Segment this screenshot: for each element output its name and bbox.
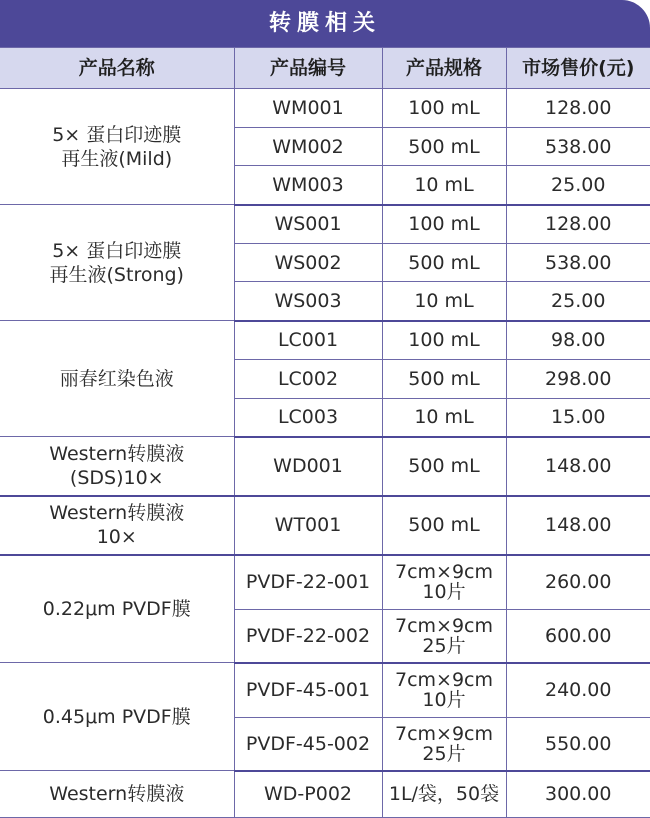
table-row [0, 663, 650, 718]
product-code-cell: WS002 [234, 243, 382, 282]
product-spec-cell [382, 555, 506, 610]
table-row [0, 89, 650, 128]
product-code-cell: PVDF-22-002 [234, 610, 382, 663]
product-spec-cell: 100 mL [382, 321, 506, 360]
product-spec-cell: 100 mL [382, 89, 506, 128]
price-cell: 538.00 [506, 127, 650, 166]
product-spec-cell: 10 mL [382, 166, 506, 205]
product-name-cell [0, 89, 234, 205]
product-name-line: 0.45μm PVDF膜 [42, 705, 191, 728]
product-name-line: 丽春红染色液 [59, 367, 174, 390]
product-code-cell: LC002 [234, 359, 382, 398]
price-cell: 260.00 [506, 555, 650, 610]
product-spec-cell [382, 718, 506, 771]
product-spec-cell: 500 mL [382, 437, 506, 496]
product-name-cell [0, 321, 234, 437]
product-spec-cell: 100 mL [382, 205, 506, 244]
product-spec-cell: 500 mL [382, 127, 506, 166]
spec-line: 7cm×9cm [394, 722, 493, 745]
price-cell: 148.00 [506, 496, 650, 555]
product-code-cell: WT001 [234, 496, 382, 555]
product-name-line: Western转膜液 [49, 783, 185, 806]
header-market-price: 市场售价(元) [506, 48, 650, 89]
price-cell: 128.00 [506, 205, 650, 244]
table-row [0, 496, 650, 555]
price-cell: 550.00 [506, 718, 650, 771]
product-spec-cell [382, 663, 506, 718]
product-spec-cell: 500 mL [382, 359, 506, 398]
price-cell: 538.00 [506, 243, 650, 282]
table-row [0, 771, 650, 818]
product-code-cell: WM003 [234, 166, 382, 205]
product-name-line: Western转膜液 [49, 502, 185, 525]
product-spec-cell: 10 mL [382, 398, 506, 437]
table-row [0, 205, 650, 244]
product-spec-cell: 10 mL [382, 282, 506, 321]
product-code-cell: PVDF-22-001 [234, 555, 382, 610]
product-name-cell [0, 437, 234, 496]
spec-line: 25片 [422, 742, 466, 765]
product-code-cell: WM001 [234, 89, 382, 128]
price-cell: 98.00 [506, 321, 650, 360]
spec-line: 25片 [422, 634, 466, 657]
product-code-cell: WS003 [234, 282, 382, 321]
table-row [0, 555, 650, 610]
product-code-cell: LC003 [234, 398, 382, 437]
product-name-cell [0, 205, 234, 321]
product-name-line: 5× 蛋白印迹膜 [52, 239, 182, 262]
page-title: 转膜相关 [268, 11, 381, 36]
header-product-spec: 产品规格 [382, 48, 506, 89]
price-cell: 25.00 [506, 166, 650, 205]
header-product-code: 产品编号 [234, 48, 382, 89]
price-cell: 298.00 [506, 359, 650, 398]
spec-line: 10片 [422, 689, 466, 712]
product-code-cell: WM002 [234, 127, 382, 166]
spec-line: 7cm×9cm [394, 669, 493, 692]
price-cell: 300.00 [506, 771, 650, 818]
product-name-line: 0.22μm PVDF膜 [42, 597, 191, 620]
product-name-cell [0, 496, 234, 555]
product-spec-cell: 500 mL [382, 496, 506, 555]
product-name-cell [0, 663, 234, 771]
product-code-cell: WD001 [234, 437, 382, 496]
product-name-line: 5× 蛋白印迹膜 [52, 123, 182, 146]
product-code-cell: PVDF-45-002 [234, 718, 382, 771]
product-spec-cell: 1L/袋，50袋 [382, 771, 506, 818]
product-table [0, 47, 650, 818]
price-cell: 15.00 [506, 398, 650, 437]
spec-line: 7cm×9cm [394, 614, 493, 637]
product-name-line: 再生液(Mild) [61, 147, 173, 170]
table-body [0, 89, 650, 818]
table-row [0, 321, 650, 360]
product-name-line: Western转膜液 [49, 442, 185, 465]
spec-line: 7cm×9cm [394, 561, 493, 584]
table-header-row [0, 48, 650, 89]
spec-line: 10片 [422, 581, 466, 604]
header-product-name: 产品名称 [0, 48, 234, 89]
price-cell: 600.00 [506, 610, 650, 663]
product-name-line: (SDS)10× [69, 466, 164, 489]
product-spec-cell [382, 610, 506, 663]
product-spec-cell: 500 mL [382, 243, 506, 282]
product-code-cell: PVDF-45-001 [234, 663, 382, 718]
price-cell: 240.00 [506, 663, 650, 718]
price-cell: 128.00 [506, 89, 650, 128]
product-code-cell: LC001 [234, 321, 382, 360]
price-cell: 25.00 [506, 282, 650, 321]
product-code-cell: WS001 [234, 205, 382, 244]
product-name-line: 10× [96, 526, 137, 549]
product-name-cell [0, 771, 234, 818]
table-row [0, 437, 650, 496]
product-code-cell: WD-P002 [234, 771, 382, 818]
product-name-line: 再生液(Strong) [49, 263, 184, 286]
product-name-cell [0, 555, 234, 663]
price-cell: 148.00 [506, 437, 650, 496]
